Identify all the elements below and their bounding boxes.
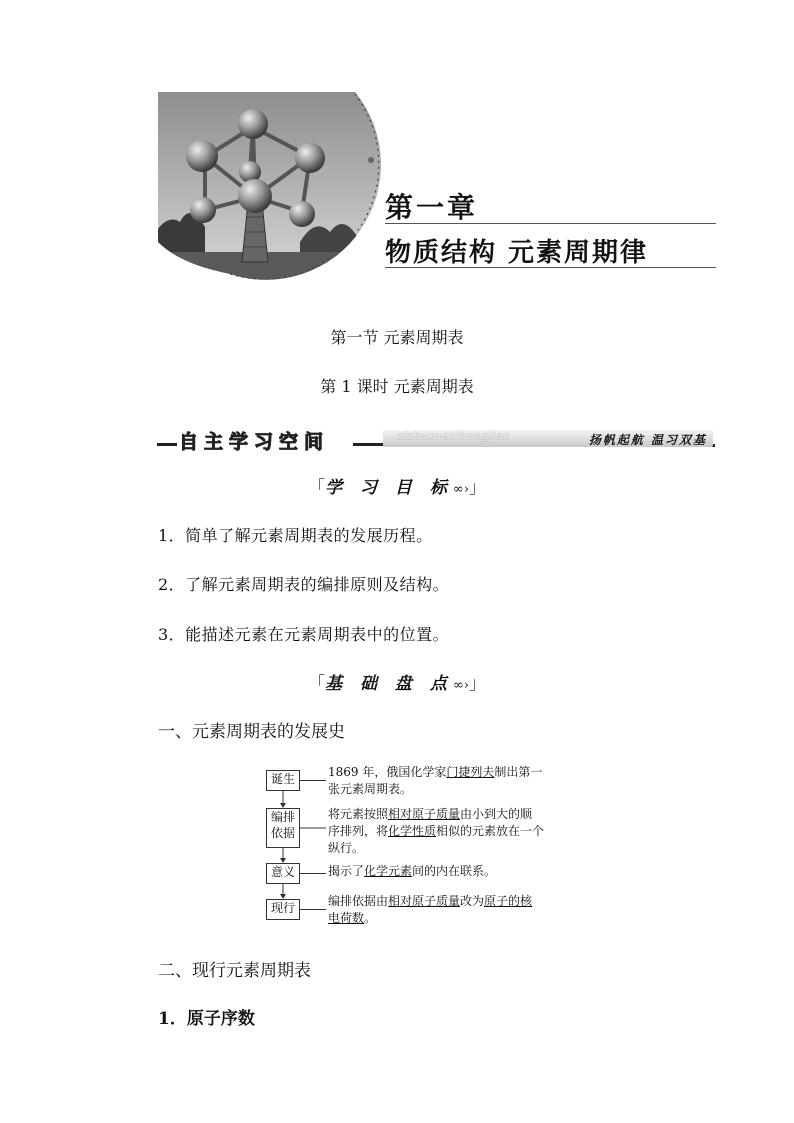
chapter-number: 第一章	[385, 191, 479, 224]
flow-step-label: 诞生	[270, 772, 295, 786]
chapter-rule-1	[385, 223, 716, 224]
flow-step-description: 1869 年，俄国化学家门捷列夫制出第一 张元素周期表。	[328, 765, 543, 796]
section-title: 第一节 元素周期表	[330, 328, 464, 347]
infinity-icon: ∞›	[452, 678, 469, 693]
part1-heading: 一、元素周期表的发展史	[158, 722, 345, 742]
flow-step-box	[266, 899, 300, 920]
chapter-rule-2	[385, 267, 716, 268]
flow-step-box	[266, 863, 300, 884]
flow-step-label: 依据	[270, 826, 295, 840]
objective-1: 1．简单了解元素周期表的发展历程。	[158, 526, 433, 545]
objective-3: 3．能描述元素在元素周期表中的位置。	[158, 625, 450, 644]
infinity-icon: ∞›	[452, 482, 469, 497]
chapter-title: 物质结构 元素周期律	[385, 238, 649, 268]
objectives-heading-text: 学 习 目 标	[325, 478, 453, 498]
flow-step-box	[266, 808, 300, 848]
flow-step-box	[266, 770, 300, 791]
banner-slogan: 扬帆起航 温习双基	[588, 433, 707, 447]
banner-title: 自主学习空间	[179, 431, 330, 453]
lesson-title: 第 1 课时 元素周期表	[320, 377, 474, 396]
basics-heading-text: 基 础 盘 点	[325, 674, 453, 694]
objectives-heading: 「学 习 目 标∞›」	[308, 478, 486, 498]
atomic-number-heading: 1．原子序数	[158, 1009, 255, 1029]
basics-heading: 「基 础 盘 点∞›」	[308, 674, 486, 694]
study-space-banner	[157, 428, 717, 451]
flow-step-label: 编排	[270, 810, 295, 824]
flow-step-label: 意义	[270, 865, 295, 879]
flow-step-description: 编排依据由相对原子质量改为原子的核 电荷数。	[328, 894, 533, 925]
objective-2: 2．了解元素周期表的编排原则及结构。	[158, 575, 450, 594]
flow-step-description: 将元素按照相对原子质量由小到大的顺 序排列，将化学性质相似的元素放在一个 纵行。	[328, 807, 545, 855]
atomium-photo	[150, 92, 390, 282]
part2-heading: 二、现行元素周期表	[158, 961, 311, 981]
history-flowchart	[266, 762, 566, 932]
flow-step-description: 揭示了化学元素间的内在联系。	[328, 864, 497, 878]
banner-pinyin: zizhuxuexikongjian	[397, 431, 511, 442]
flow-step-label: 现行	[270, 901, 295, 915]
